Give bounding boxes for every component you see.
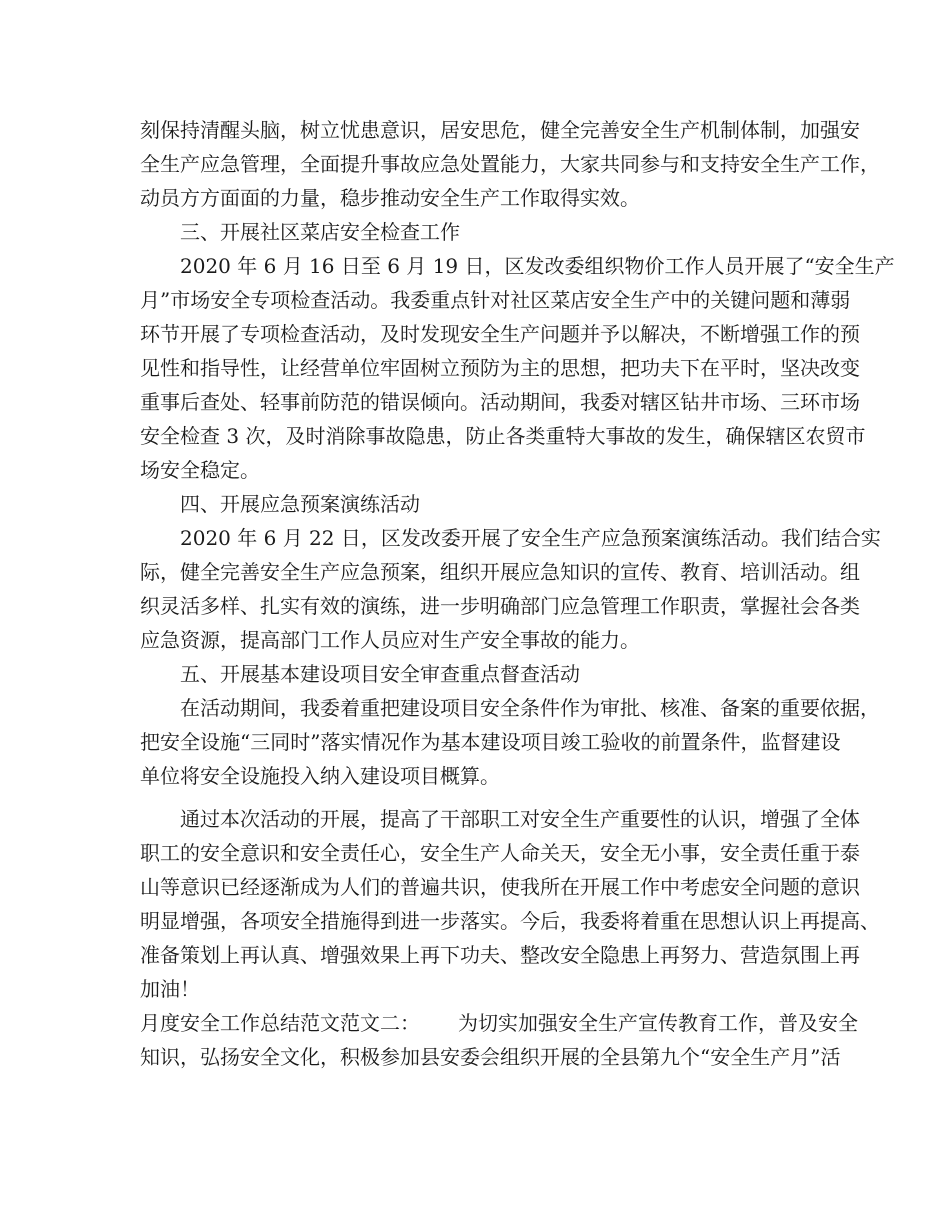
paragraph-line: 应急资源，提高部门工作人员应对生产安全事故的能力。 (140, 628, 640, 652)
paragraph-line: 际，健全完善安全生产应急预案，组织开展应急知识的宣传、教育、培训活动。组 (140, 560, 860, 584)
paragraph-line: 安全检查 3 次，及时消除事故隐患，防止各类重特大事故的发生，确保辖区农贸市 (140, 424, 866, 448)
paragraph-line: 2020 年 6 月 16 日至 6 月 19 日，区发改委组织物价工作人员开展了“安全生产 (180, 254, 895, 278)
paragraph-line: 通过本次活动的开展，提高了干部职工对安全生产重要性的认识，增强了全体 (180, 807, 860, 831)
paragraph-line: 加油！ (140, 977, 200, 1001)
paragraph-line: 把安全设施“三同时”落实情况作为基本建设项目竣工验收的前置条件，监督建设 (140, 730, 841, 754)
paragraph-line: 职工的安全意识和安全责任心，安全生产人命关天，安全无小事，安全责任重于泰 (140, 841, 860, 865)
paragraph-line: 动员方方面面的力量，稳步推动安全生产工作取得实效。 (140, 186, 640, 210)
paragraph-line: 在活动期间，我委着重把建设项目安全条件作为审批、核准、备案的重要依据， (180, 696, 880, 720)
second-article-first-line (140, 1006, 858, 1040)
paragraph-line: 2020 年 6 月 22 日，区发改委开展了安全生产应急预案演练活动。我们结合实 (180, 526, 881, 550)
paragraph-line: 全生产应急管理，全面提升事故应急处置能力，大家共同参与和支持安全生产工作， (140, 152, 880, 176)
paragraph-line: 织灵活多样、扎实有效的演练，进一步明确部门应急管理工作职责，掌握社会各类 (140, 594, 860, 618)
section-heading: 三、开展社区菜店安全检查工作 (180, 220, 460, 244)
paragraph-line: 山等意识已经逐渐成为人们的普遍共识，使我所在开展工作中考虑安全问题的意识 (140, 875, 860, 899)
second-article-title: 月度安全工作总结范文范文二： (140, 1011, 420, 1035)
section-heading: 五、开展基本建设项目安全审查重点督查活动 (180, 662, 580, 686)
paragraph-line: 月”市场安全专项检查活动。我委重点针对社区菜店安全生产中的关键问题和薄弱 (140, 288, 851, 312)
paragraph-line: 明显增强，各项安全措施得到进一步落实。今后，我委将着重在思想认识上再提高、 (140, 909, 880, 933)
paragraph-line: 场安全稳定。 (140, 458, 260, 482)
paragraph-line: 单位将安全设施投入纳入建设项目概算。 (140, 764, 500, 788)
paragraph-line: 环节开展了专项检查活动，及时发现安全生产问题并予以解决，不断增强工作的预 (140, 322, 860, 346)
second-article-opening: 为切实加强安全生产宣传教育工作，普及安全 (458, 1011, 858, 1035)
paragraph-line: 刻保持清醒头脑，树立忧患意识，居安思危，健全完善安全生产机制体制，加强安 (140, 118, 860, 142)
paragraph-line: 见性和指导性，让经营单位牢固树立预防为主的思想，把功夫下在平时，坚决改变 (140, 356, 860, 380)
paragraph-line: 知识，弘扬安全文化，积极参加县安委会组织开展的全县第九个“安全生产月”活 (140, 1045, 841, 1069)
paragraph-line: 准备策划上再认真、增强效果上再下功夫、整改安全隐患上再努力、营造氛围上再 (140, 943, 860, 967)
section-heading: 四、开展应急预案演练活动 (180, 492, 420, 516)
paragraph-line: 重事后查处、轻事前防范的错误倾向。活动期间，我委对辖区钻井市场、三环市场 (140, 390, 860, 414)
